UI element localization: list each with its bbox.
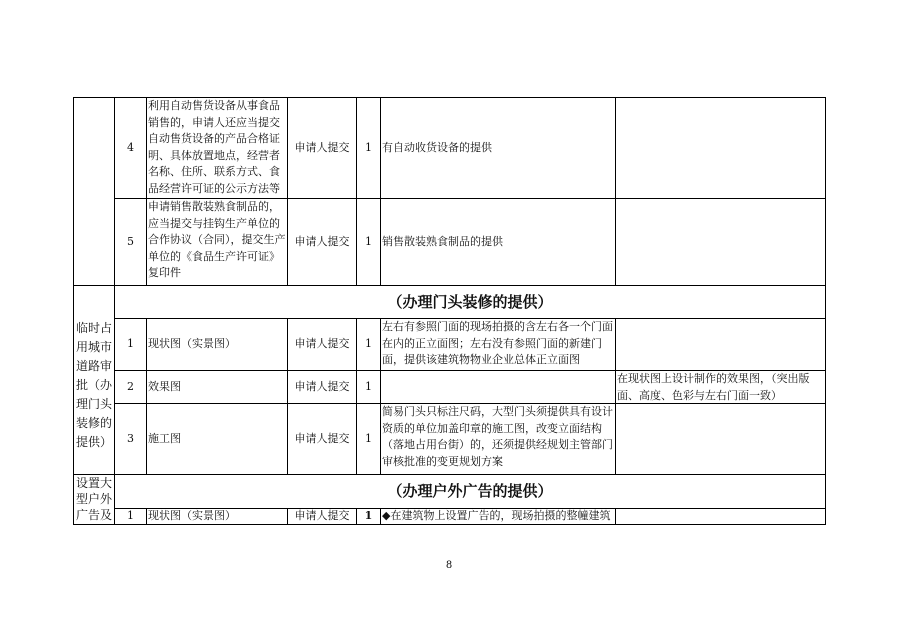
table-row-index: 1	[127, 337, 134, 351]
table-row-requirement: 有自动收货设备的提供	[382, 140, 492, 154]
table-row-requirement: 简易门头只标注尺码，大型门头须提供具有设计资质的单位加盖印章的施工图，改变立面结构（落地占用台街）的，还须提供经规划主管部门审核批准的变更规划方案	[382, 405, 613, 468]
table-row-material: 现状图（实景图）	[148, 509, 236, 522]
table-row-material: 利用自动售货设备从事食品销售的，申请人还应当提交自动售货设备的产品合格证明、具体放置地点，经营者名称、住所、联系方式、食品经营许可证的公示方法等	[148, 99, 280, 195]
table-row-count: 1	[365, 337, 372, 351]
table-row-source: 申请人提交	[294, 509, 350, 523]
table-row-source: 申请人提交	[294, 337, 350, 351]
table-row-note	[615, 318, 826, 371]
table-row-note: 在现状图上设计制作的效果图，（突出版面、高度、色彩与左右门面一致）	[617, 372, 810, 402]
table-row-count: 1	[365, 234, 372, 248]
table-row-requirement: 销售散装熟食制品的提供	[382, 234, 503, 248]
table-row-material: 效果图	[148, 379, 181, 393]
table-row-note	[615, 97, 826, 199]
table-row-note	[615, 508, 826, 525]
table-row-source: 申请人提交	[294, 234, 350, 248]
section-category-ad: 设置大型户外广告及	[76, 476, 113, 522]
table-row-note	[615, 403, 826, 475]
table-row-requirement: 左右有参照门面的现场拍摄的含左右各一个门面在内的正立面图；左右没有参照门面的新建门面，提供该建筑物物业企业总体正立面图	[382, 320, 613, 366]
table-row-source: 申请人提交	[294, 379, 350, 393]
section-heading-ad: （办理户外广告的提供）	[387, 482, 553, 501]
table-row-requirement	[380, 370, 616, 404]
table-row-count: 1	[364, 509, 373, 523]
table-row-index: 2	[127, 379, 134, 393]
table-row-source: 申请人提交	[294, 140, 350, 154]
table-row-material: 申请销售散装熟食制品的，应当提交与挂钩生产单位的合作协议（合同），提交生产单位的《食品生产许可证》复印件	[148, 200, 286, 279]
page-number: 8	[445, 560, 453, 571]
table-row-count: 1	[365, 431, 372, 445]
table-row-count: 1	[365, 140, 372, 154]
section-heading-door: （办理门头装修的提供）	[387, 292, 553, 311]
section-category-door: 临时占用城市道路审批（办理门头装修的提供）	[76, 321, 113, 449]
table-row-material: 现状图（实景图）	[148, 337, 236, 351]
table-row-source: 申请人提交	[294, 431, 350, 445]
table-row-note	[615, 198, 826, 286]
table-row-count: 1	[365, 379, 372, 393]
table-row-requirement: ◆在建筑物上设置广告的，现场拍摄的整幢建筑	[382, 509, 611, 522]
table-row-index: 3	[127, 431, 134, 445]
table-row-material: 施工图	[148, 431, 181, 445]
table-row-index: 1	[127, 509, 134, 523]
table-row-index: 5	[127, 234, 134, 248]
table-row-index: 4	[127, 140, 134, 154]
